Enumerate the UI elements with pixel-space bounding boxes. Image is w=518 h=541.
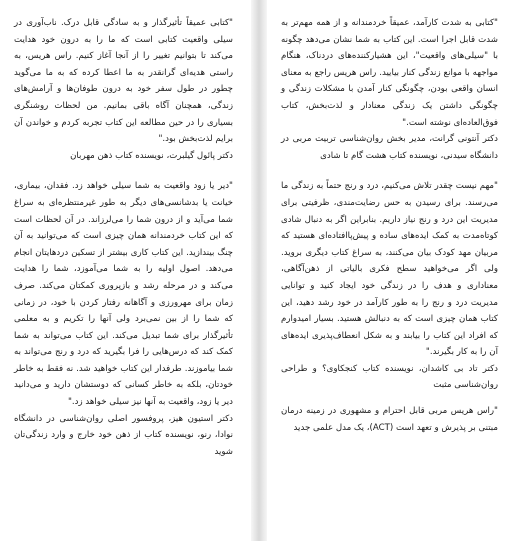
quote-attribution: دکتر استیون هیز، پروفسور اصلی روان‌شناسی در دانشگاه نوادا، رنو، نویسنده کتاب از ذهن خود خارج و وارد زندگی‌تان شوید	[14, 413, 233, 457]
book-gutter	[251, 0, 267, 541]
paragraph-gap	[281, 164, 498, 178]
quote-text: "راس هریس مربی قابل احترام و مشهوری در زمینه درمان مبتنی بر پذیرش و تعهد است (ACT)، یک مدل علمی جدید	[281, 406, 498, 433]
paragraph-gap	[14, 164, 233, 178]
quote-text: "کتابی به شدت کارآمد، عمیقاً خردمندانه و از همه مهم‌تر به شدت قابل اجرا است. این کتاب به شما نشان می‌دهد چگونه با "سیلی‌های واقعیت"، این هشیارکننده‌های دردناک، هنگام مواجهه با موانع زندگی کنار بیایید. راس هریس راجع به معنای انسان واقعی بودن، چگونگی کنار آمدن با مشکلات زندگی و چگونگی داشتن یک زندگی معنادار و لذت‌بخش، کتاب فوق‌العاده‌ای نوشته است."	[281, 18, 498, 128]
quote-attribution: دکتر پائول گیلبرت، نویسنده کتاب ذهن مهربان	[70, 150, 233, 161]
quote-text: "کتابی عمیقاً تأثیرگذار و به سادگی قابل درک. ناب‌آوری در سیلی واقعیت کتابی است که ما را به درون خود هدایت می‌کند تا بتوانیم تغییر را از آنجا آغاز کنیم. راس هریس، به راستی هدیه‌ای گرانقدر به ما اعطا کرده که به ما می‌گوید چطور در طول سفر خود به درون طوفان‌ها و آرامش‌های زندگی، همچنان آگاه باقی بمانیم. من لحظات روشنگری بسیاری را در حین مطالعه این کتاب تجربه کردم و خواندن آن برایم لذت‌بخش بود."	[14, 18, 233, 145]
left-page	[0, 0, 251, 541]
right-page-content	[281, 15, 498, 436]
quote-text: "دیر یا زود واقعیت به شما سیلی خواهد زد. فقدان، بیماری، خیانت یا بدشانسی‌های دیگر به طور غیرمنتظره‌ای به سراغ شما می‌آید و از درون شما را می‌لرزاند. در آن لحظات است که این کتاب خردمندانه همان چیزی است که می‌توانید به آن چنگ بیندازید. این کتاب کاری بیشتر از تسکین دردهایتان انجام می‌دهد. اصول اولیه را به شما می‌آموزد، شما را هدایت می‌کند و در مرحله رشد و بازپروری کمکتان می‌کند. صرف زمان برای مهرورزی و آگاهانه رفتار کردن با خود، در زمانی که شما را از بین نمی‌برد ولی آنها را تکریم و به معلمی تأثیرگذار برای شما تبدیل می‌کند. این کتاب می‌تواند به شما کمک کند که درس‌هایی را فرا بگیرید که درد و رنج می‌تواند به شما بیاموزند. طرفدار این کتاب خواهید شد. نه فقط به خاطر خودتان، بلکه به خاطر کسانی که دوستشان دارید و می‌دانید دیر یا زود، واقعیت به آنها نیز سیلی خواهد زد."	[14, 181, 233, 408]
right-page	[267, 0, 518, 541]
quote-attribution: دکتر تاد بی کاشدان، نویسنده کتاب کنجکاوی؟ و طراحی روان‌شناسی مثبت	[281, 363, 498, 391]
quote-text: "مهم نیست چقدر تلاش می‌کنیم، درد و رنج حتماً به زندگی ما می‌رسند. برای رسیدن به حس رضایت‌مندی، ظرفیتی برای مدیریت این درد و رنج نیاز داریم. بنابراین اگر به دنبال شادی کوتاه‌مدت به کمک ایده‌های ساده و پیش‌پاافتاده‌ای هستید که مربیان مهد کودک بیان می‌کنند، به سراغ کتاب دیگری بروید. ولی اگر می‌خواهید سطح فکری بالیاتی از ذهن‌آگاهی، معناداری و هدف را در زندگی خود ایجاد کنید و توانایی مدیریت درد و رنج را به طور کارآمد در خود رشد دهید، این کتاب همان چیزی است که به دنبالش هستید. بسیار امیدوارم که افراد این کتاب را بیابند و به شکل انعطاف‌پذیری ایده‌های آن را به کار بگیرند."	[281, 181, 498, 358]
quote-attribution: دکتر آنتونی گرانت، مدیر بخش روان‌شناسی تربیت مربی در دانشگاه سیدنی، نویسنده کتاب هشت گام تا شادی	[281, 134, 498, 161]
left-page-content	[14, 15, 233, 460]
paragraph-gap	[281, 394, 498, 403]
